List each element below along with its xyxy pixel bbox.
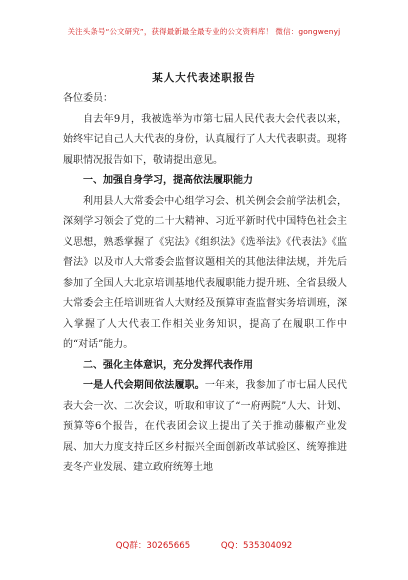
section-1-heading: 一、加强自身学习，提高依法履职能力 xyxy=(83,175,253,186)
salutation: 各位委员： xyxy=(63,93,113,104)
footer-qq: QQ：535304092 xyxy=(220,541,293,551)
section-1-paragraph: 利用县人大常委会中心组学习会、机关例会会前学法机会，深刻学习领会了党的二十大精神、习近平新时代中国特色社会主义思想，熟悉掌握了《宪法》《组织法》《选举法》《代表法》《监督法》以及市人大常委会监督议题相关的其他法律法规，并先后参加了全国人大北京培训基地代表履职能力提升班、全省县级人大常委会主任培训班省人大财经及预算审查监督实务培训班，深入掌握了人大代表工作相关业务知识，提高了在履职工作中的“对话”能力。 xyxy=(63,195,347,350)
document-title: 某人大代表述职报告 xyxy=(152,72,256,84)
section-2-heading: 二、强化主体意识，充分发挥代表作用 xyxy=(83,359,253,371)
footer-contacts xyxy=(0,539,408,551)
header-banner: 关注头条号“公文研究”，获得最新最全最专业的公文资料库！ 微信：gongwenyj xyxy=(67,27,341,36)
section-2-text: 一年来，我参加了市七届人民代表大会一次、二次会议，听取和审议了“一府两院”人大、计划、预算等6个报告，在代表团会议上提出了关于推动藤椒产业发展、加大力度支持丘区乡村振兴全面创新改革试验区、统筹推进麦冬产业发展、建立政府统筹土地 xyxy=(63,380,348,473)
section-2-paragraph xyxy=(63,376,347,479)
intro-paragraph: 自去年9月，我被选举为市第七届人民代表大会代表以来，始终牢记自己人大代表的身份，认真履行了人大代表职责。现将履职情况报告如下，敬请提出意见。 xyxy=(63,113,347,166)
footer-qq-group: QQ群：30265665 xyxy=(115,541,191,551)
document-body xyxy=(63,89,347,479)
section-2-lead: 一是人代会期间依法履职。 xyxy=(83,380,205,391)
